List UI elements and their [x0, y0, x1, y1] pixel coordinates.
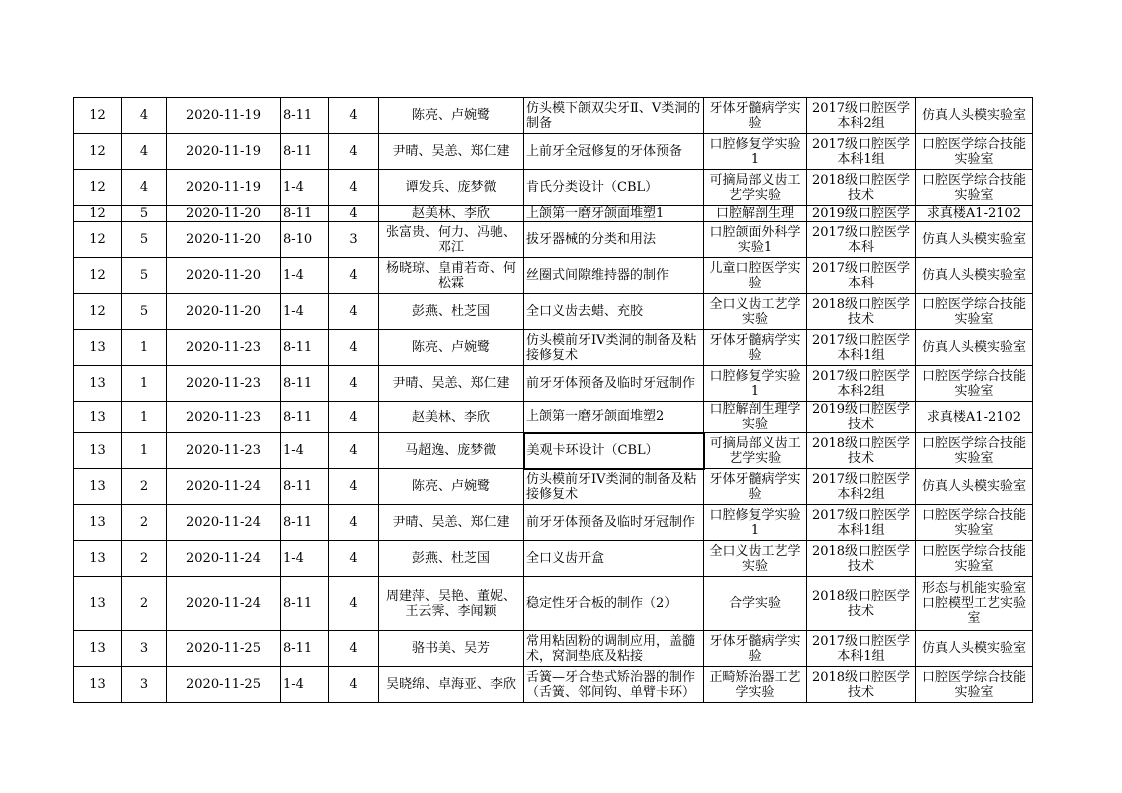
cell-class: 2018级口腔医学技术 — [807, 577, 916, 631]
cell-content: 稳定性牙合板的制作（2） — [524, 577, 704, 631]
cell-week: 13 — [74, 402, 122, 433]
cell-hours: 4 — [329, 330, 379, 366]
cell-room: 口腔医学综合技能实验室 — [916, 505, 1033, 541]
cell-teachers: 赵美林、李欣 — [379, 402, 524, 433]
cell-room: 口腔医学综合技能实验室 — [916, 433, 1033, 469]
cell-content: 拔牙器械的分类和用法 — [524, 222, 704, 258]
cell-date: 2020-11-23 — [167, 330, 281, 366]
cell-room: 仿真人头模实验室 — [916, 469, 1033, 505]
cell-class: 2018级口腔医学技术 — [807, 541, 916, 577]
cell-hours: 4 — [329, 134, 379, 170]
cell-class: 2017级口腔医学本科1组 — [807, 330, 916, 366]
cell-week: 13 — [74, 505, 122, 541]
cell-weekday: 4 — [122, 98, 167, 134]
cell-class: 2019级口腔医学技术 — [807, 402, 916, 433]
cell-content: 仿头模前牙IV类洞的制备及粘接修复术 — [524, 469, 704, 505]
cell-date: 2020-11-19 — [167, 98, 281, 134]
cell-content: 舌簧—牙合垫式矫治器的制作（舌簧、邻间钩、单臂卡环） — [524, 667, 704, 703]
cell-periods: 8-11 — [281, 402, 329, 433]
cell-weekday: 3 — [122, 631, 167, 667]
cell-weekday: 2 — [122, 469, 167, 505]
table-row — [74, 258, 1033, 294]
cell-date: 2020-11-24 — [167, 577, 281, 631]
cell-course: 口腔解剖生理 — [704, 206, 807, 222]
cell-hours: 4 — [329, 294, 379, 330]
cell-content: 常用粘固粉的调制应用，盖髓术，窝洞垫底及粘接 — [524, 631, 704, 667]
cell-week: 12 — [74, 222, 122, 258]
cell-teachers: 尹晴、吴恙、郑仁建 — [379, 134, 524, 170]
table-row — [74, 206, 1033, 222]
cell-room: 口腔医学综合技能实验室 — [916, 170, 1033, 206]
cell-week: 13 — [74, 433, 122, 469]
cell-week: 13 — [74, 469, 122, 505]
cell-weekday: 1 — [122, 330, 167, 366]
cell-content: 前牙牙体预备及临时牙冠制作 — [524, 505, 704, 541]
cell-course: 儿童口腔医学实验 — [704, 258, 807, 294]
cell-periods: 8-11 — [281, 505, 329, 541]
table-row — [74, 222, 1033, 258]
table-row — [74, 330, 1033, 366]
table-row — [74, 98, 1033, 134]
table-row — [74, 170, 1033, 206]
cell-date: 2020-11-25 — [167, 631, 281, 667]
cell-hours: 4 — [329, 505, 379, 541]
cell-periods: 8-11 — [281, 330, 329, 366]
cell-hours: 4 — [329, 206, 379, 222]
cell-periods: 8-11 — [281, 206, 329, 222]
cell-hours: 4 — [329, 258, 379, 294]
cell-course: 可摘局部义齿工艺学实验 — [704, 170, 807, 206]
cell-teachers: 骆书美、吴芳 — [379, 631, 524, 667]
cell-content: 肯氏分类设计（CBL） — [524, 170, 704, 206]
cell-hours: 4 — [329, 577, 379, 631]
cell-teachers: 吴晓绵、卓海亚、李欣 — [379, 667, 524, 703]
cell-date: 2020-11-19 — [167, 170, 281, 206]
cell-week: 12 — [74, 98, 122, 134]
cell-room: 口腔医学综合技能实验室 — [916, 366, 1033, 402]
cell-hours: 4 — [329, 541, 379, 577]
cell-teachers: 陈亮、卢婉鹭 — [379, 98, 524, 134]
cell-course: 牙体牙髓病学实验 — [704, 98, 807, 134]
cell-teachers: 赵美林、李欣 — [379, 206, 524, 222]
schedule-rows — [74, 98, 1053, 703]
cell-date: 2020-11-20 — [167, 222, 281, 258]
cell-class: 2017级口腔医学本科2组 — [807, 366, 916, 402]
cell-hours: 4 — [329, 667, 379, 703]
cell-week: 13 — [74, 667, 122, 703]
cell-periods: 1-4 — [281, 667, 329, 703]
cell-weekday: 2 — [122, 505, 167, 541]
cell-class: 2017级口腔医学本科2组 — [807, 98, 916, 134]
cell-teachers: 尹晴、吴恙、郑仁建 — [379, 366, 524, 402]
cell-teachers: 彭燕、杜芝国 — [379, 294, 524, 330]
cell-course: 口腔修复学实验1 — [704, 366, 807, 402]
cell-periods: 1-4 — [281, 258, 329, 294]
cell-course: 口腔颌面外科学实验1 — [704, 222, 807, 258]
table-row — [74, 294, 1033, 330]
cell-teachers: 谭发兵、庞梦微 — [379, 170, 524, 206]
cell-class: 2018级口腔医学技术 — [807, 170, 916, 206]
cell-teachers: 杨晓琼、皇甫若奇、何松霖 — [379, 258, 524, 294]
cell-periods: 1-4 — [281, 541, 329, 577]
cell-teachers: 张富贵、何力、冯驰、邓江 — [379, 222, 524, 258]
cell-teachers: 陈亮、卢婉鹭 — [379, 330, 524, 366]
cell-teachers: 陈亮、卢婉鹭 — [379, 469, 524, 505]
cell-class: 2017级口腔医学本科 — [807, 222, 916, 258]
cell-date: 2020-11-23 — [167, 366, 281, 402]
cell-periods: 1-4 — [281, 170, 329, 206]
cell-course: 口腔解剖生理学实验 — [704, 402, 807, 433]
cell-week: 12 — [74, 134, 122, 170]
cell-room: 形态与机能实验室 口腔模型工艺实验室 — [916, 577, 1033, 631]
cell-course: 全口义齿工艺学实验 — [704, 541, 807, 577]
cell-weekday: 3 — [122, 667, 167, 703]
cell-hours: 4 — [329, 98, 379, 134]
cell-date: 2020-11-23 — [167, 402, 281, 433]
cell-periods: 8-11 — [281, 469, 329, 505]
cell-week: 13 — [74, 330, 122, 366]
schedule-table — [73, 97, 1053, 703]
cell-periods: 8-11 — [281, 577, 329, 631]
cell-content: 仿头模前牙IV类洞的制备及粘接修复术 — [524, 330, 704, 366]
cell-teachers: 马超逸、庞梦微 — [379, 433, 524, 469]
cell-class: 2018级口腔医学技术 — [807, 294, 916, 330]
cell-weekday: 2 — [122, 541, 167, 577]
table-row — [74, 631, 1033, 667]
table-row — [74, 541, 1033, 577]
table-row — [74, 402, 1033, 433]
cell-date: 2020-11-20 — [167, 258, 281, 294]
cell-content: 上颌第一磨牙颌面堆塑2 — [524, 402, 704, 433]
cell-periods: 1-4 — [281, 433, 329, 469]
cell-content: 前牙牙体预备及临时牙冠制作 — [524, 366, 704, 402]
cell-course: 全口义齿工艺学实验 — [704, 294, 807, 330]
cell-weekday: 4 — [122, 170, 167, 206]
cell-class: 2017级口腔医学本科1组 — [807, 505, 916, 541]
cell-course: 口腔修复学实验1 — [704, 505, 807, 541]
cell-periods: 8-11 — [281, 134, 329, 170]
cell-class: 2019级口腔医学 — [807, 206, 916, 222]
table-row — [74, 577, 1033, 631]
cell-date: 2020-11-24 — [167, 505, 281, 541]
cell-periods: 8-11 — [281, 98, 329, 134]
cell-week: 13 — [74, 541, 122, 577]
cell-class: 2017级口腔医学本科1组 — [807, 134, 916, 170]
cell-content: 丝圈式间隙维持器的制作 — [524, 258, 704, 294]
cell-week: 12 — [74, 294, 122, 330]
cell-room: 口腔医学综合技能实验室 — [916, 667, 1033, 703]
table-row — [74, 667, 1033, 703]
table-row — [74, 366, 1033, 402]
cell-date: 2020-11-19 — [167, 134, 281, 170]
cell-date: 2020-11-25 — [167, 667, 281, 703]
cell-week: 13 — [74, 366, 122, 402]
cell-teachers: 周建萍、吴艳、董妮、王云霁、李闻颖 — [379, 577, 524, 631]
cell-hours: 4 — [329, 631, 379, 667]
cell-room: 口腔医学综合技能实验室 — [916, 294, 1033, 330]
cell-course: 正畸矫治器工艺学实验 — [704, 667, 807, 703]
cell-date: 2020-11-20 — [167, 294, 281, 330]
cell-week: 12 — [74, 206, 122, 222]
cell-content: 上颌第一磨牙颌面堆塑1 — [524, 206, 704, 222]
cell-week: 12 — [74, 258, 122, 294]
cell-hours: 4 — [329, 433, 379, 469]
cell-periods: 1-4 — [281, 294, 329, 330]
cell-content: 全口义齿开盒 — [524, 541, 704, 577]
cell-periods: 8-11 — [281, 631, 329, 667]
cell-class: 2018级口腔医学技术 — [807, 667, 916, 703]
cell-periods: 8-10 — [281, 222, 329, 258]
cell-room: 仿真人头模实验室 — [916, 258, 1033, 294]
cell-hours: 4 — [329, 402, 379, 433]
cell-room: 口腔医学综合技能实验室 — [916, 541, 1033, 577]
cell-room: 口腔医学综合技能实验室 — [916, 134, 1033, 170]
table-row — [74, 134, 1033, 170]
cell-teachers: 彭燕、杜芝国 — [379, 541, 524, 577]
cell-weekday: 5 — [122, 206, 167, 222]
cell-course: 牙体牙髓病学实验 — [704, 330, 807, 366]
cell-room: 仿真人头模实验室 — [916, 330, 1033, 366]
cell-week: 13 — [74, 577, 122, 631]
cell-date: 2020-11-23 — [167, 433, 281, 469]
table-row — [74, 505, 1033, 541]
cell-room: 求真楼A1-2102 — [916, 206, 1033, 222]
cell-weekday: 5 — [122, 294, 167, 330]
cell-class: 2017级口腔医学本科2组 — [807, 469, 916, 505]
cell-weekday: 1 — [122, 433, 167, 469]
cell-weekday: 5 — [122, 258, 167, 294]
cell-hours: 4 — [329, 366, 379, 402]
cell-content: 仿头模下颌双尖牙Ⅱ、V类洞的制备 — [524, 98, 704, 134]
cell-content: 美观卡环设计（CBL） — [524, 433, 704, 469]
cell-course: 合学实验 — [704, 577, 807, 631]
cell-course: 可摘局部义齿工艺学实验 — [704, 433, 807, 469]
cell-weekday: 4 — [122, 134, 167, 170]
cell-content: 上前牙全冠修复的牙体预备 — [524, 134, 704, 170]
cell-date: 2020-11-24 — [167, 469, 281, 505]
table-row — [74, 469, 1033, 505]
cell-class: 2017级口腔医学本科1组 — [807, 631, 916, 667]
cell-course: 牙体牙髓病学实验 — [704, 469, 807, 505]
cell-class: 2018级口腔医学技术 — [807, 433, 916, 469]
cell-week: 13 — [74, 631, 122, 667]
cell-weekday: 1 — [122, 366, 167, 402]
cell-weekday: 1 — [122, 402, 167, 433]
cell-room: 仿真人头模实验室 — [916, 98, 1033, 134]
cell-periods: 8-11 — [281, 366, 329, 402]
cell-room: 仿真人头模实验室 — [916, 222, 1033, 258]
cell-class: 2017级口腔医学本科 — [807, 258, 916, 294]
cell-date: 2020-11-20 — [167, 206, 281, 222]
cell-week: 12 — [74, 170, 122, 206]
cell-weekday: 2 — [122, 577, 167, 631]
cell-weekday: 5 — [122, 222, 167, 258]
cell-date: 2020-11-24 — [167, 541, 281, 577]
cell-room: 求真楼A1-2102 — [916, 402, 1033, 433]
table-row — [74, 433, 1033, 469]
cell-hours: 4 — [329, 170, 379, 206]
cell-course: 牙体牙髓病学实验 — [704, 631, 807, 667]
cell-room: 仿真人头模实验室 — [916, 631, 1033, 667]
cell-teachers: 尹晴、吴恙、郑仁建 — [379, 505, 524, 541]
cell-hours: 3 — [329, 222, 379, 258]
cell-content: 全口义齿去蜡、充胶 — [524, 294, 704, 330]
cell-course: 口腔修复学实验1 — [704, 134, 807, 170]
cell-hours: 4 — [329, 469, 379, 505]
